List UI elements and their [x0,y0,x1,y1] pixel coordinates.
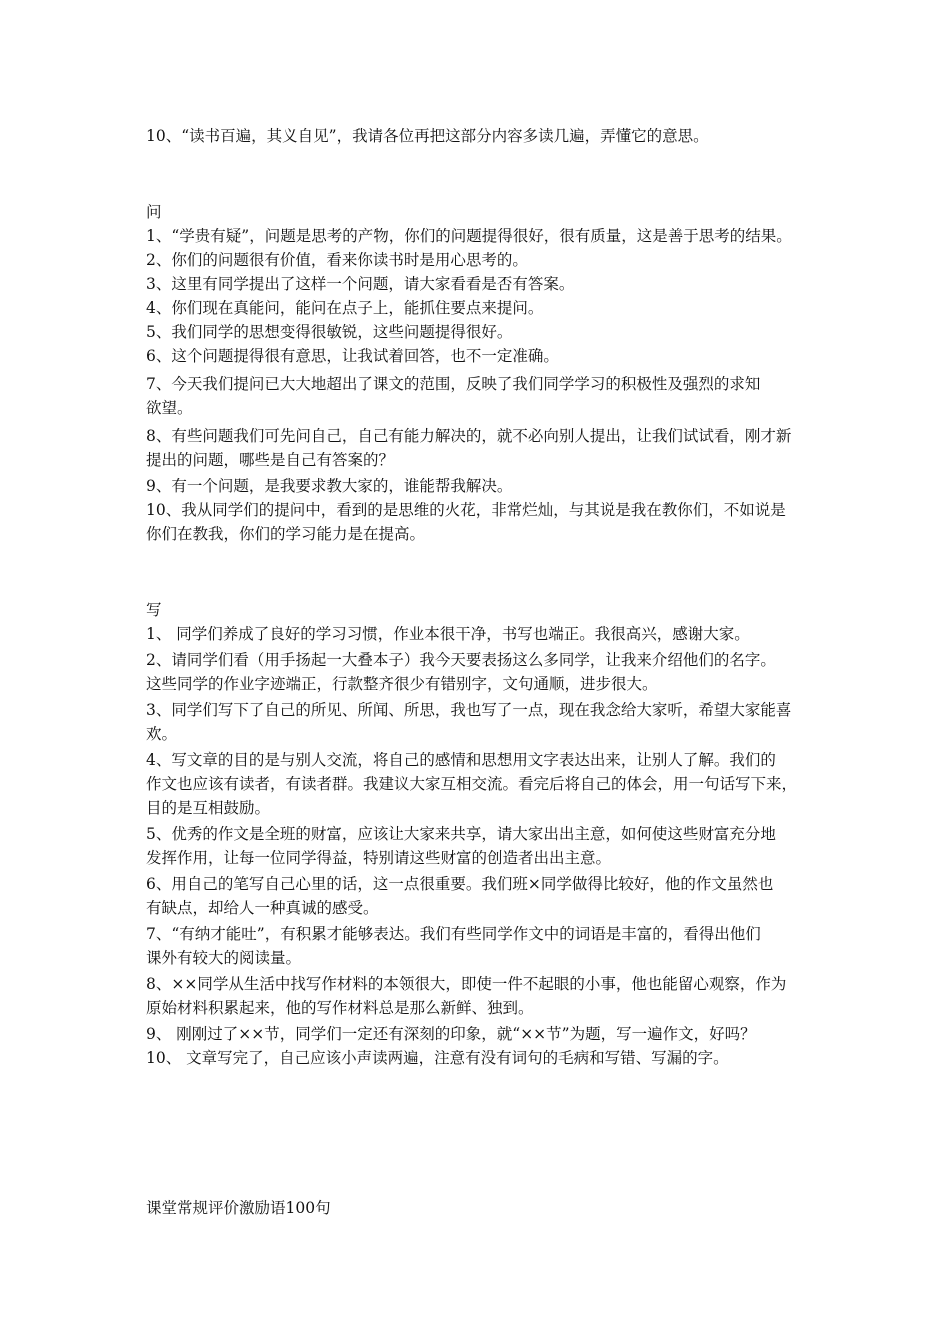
ask-line: 2、你们的问题很有价值，看来你读书时是用心思考的。 [146,251,528,269]
write-line: 10、 文章写完了，自己应该小声读两遍，注意有没有词句的毛病和写错、写漏的字。 [146,1049,729,1067]
ask-line: 4、你们现在真能问，能问在点子上，能抓住要点来提问。 [146,299,544,317]
ask-line: 7、今天我们提问已大大地超出了课文的范围，反映了我们同学学习的积极性及强烈的求知 [146,375,761,393]
section-heading-write: 写 [146,601,162,619]
write-line: 4、写文章的目的是与别人交流，将自己的感情和思想用文字表达出来，让别人了解。我们的 [146,751,776,769]
ask-line: 5、我们同学的思想变得很敏锐，这些问题提得很好。 [146,323,513,341]
write-line: 这些同学的作业字迹端正，行款整齐很少有错别字，文句通顺，进步很大。 [146,675,658,693]
ask-line: 你们在教我，你们的学习能力是在提高。 [146,525,426,543]
write-line: 1、 同学们养成了良好的学习习惯，作业本很干净，书写也端正。我很高兴，感谢大家。 [146,625,750,643]
write-line: 5、优秀的作文是全班的财富，应该让大家来共享，请大家出出主意，如何使这些财富充分地 [146,825,776,843]
ask-line: 8、有些问题我们可先问自己，自己有能力解决的，就不必向别人提出，让我们试试看，刚才新 [146,427,792,445]
write-line: 欢。 [146,725,178,743]
write-line: 2、请同学们看（用手扬起一大叠本子）我今天要表扬这么多同学，让我来介绍他们的名字。 [146,651,776,669]
footer-title: 课堂常规评价激励语100句 [146,1199,331,1217]
write-line: 有缺点，却给人一种真诚的感受。 [146,899,379,917]
ask-line: 1、“学贵有疑”，问题是思考的产物，你们的问题提得很好，很有质量，这是善于思考的结果。 [146,227,792,245]
write-line: 发挥作用，让每一位同学得益，特别请这些财富的创造者出出主意。 [146,849,612,867]
ask-line: 6、这个问题提得很有意思，让我试着回答，也不一定准确。 [146,347,559,365]
write-line: 8、××同学从生活中找写作材料的本领很大，即使一件不起眼的小事，他也能留心观察，作为 [146,975,787,993]
write-line: 3、同学们写下了自己的所见、所闻、所思，我也写了一点，现在我念给大家听，希望大家能喜 [146,701,792,719]
write-line: 作文也应该有读者，有读者群。我建议大家互相交流。看完后将自己的体会，用一句话写下来， [146,775,798,793]
ask-line: 9、有一个问题，是我要求教大家的，谁能帮我解决。 [146,477,513,495]
write-line: 6、用自己的笔写自己心里的话，这一点很重要。我们班×同学做得比较好，他的作文虽然也 [146,875,774,893]
ask-line: 3、这里有同学提出了这样一个问题，请大家看看是否有答案。 [146,275,575,293]
ask-line: 10、我从同学们的提问中，看到的是思维的火花，非常烂灿，与其说是我在教你们，不如说是 [146,501,786,519]
section-heading-ask: 问 [146,203,162,221]
ask-line: 提出的问题，哪些是自己有答案的？ [146,451,395,469]
write-line: 原始材料积累起来，他的写作材料总是那么新鲜、独到。 [146,999,534,1017]
write-line: 7、“有纳才能吐”，有积累才能够表达。我们有些同学作文中的词语是丰富的，看得出他们 [146,925,761,943]
ask-line: 欲望。 [146,399,193,417]
intro-item-10: 10、“读书百遍，其义自见”，我请各位再把这部分内容多读几遍，弄懂它的意思。 [146,127,709,145]
write-line: 课外有较大的阅读量。 [146,949,302,967]
write-line: 目的是互相鼓励。 [146,799,271,817]
write-line: 9、 刚刚过了××节，同学们一定还有深刻的印象，就“××节”为题，写一遍作文，好吗？ [146,1025,756,1043]
